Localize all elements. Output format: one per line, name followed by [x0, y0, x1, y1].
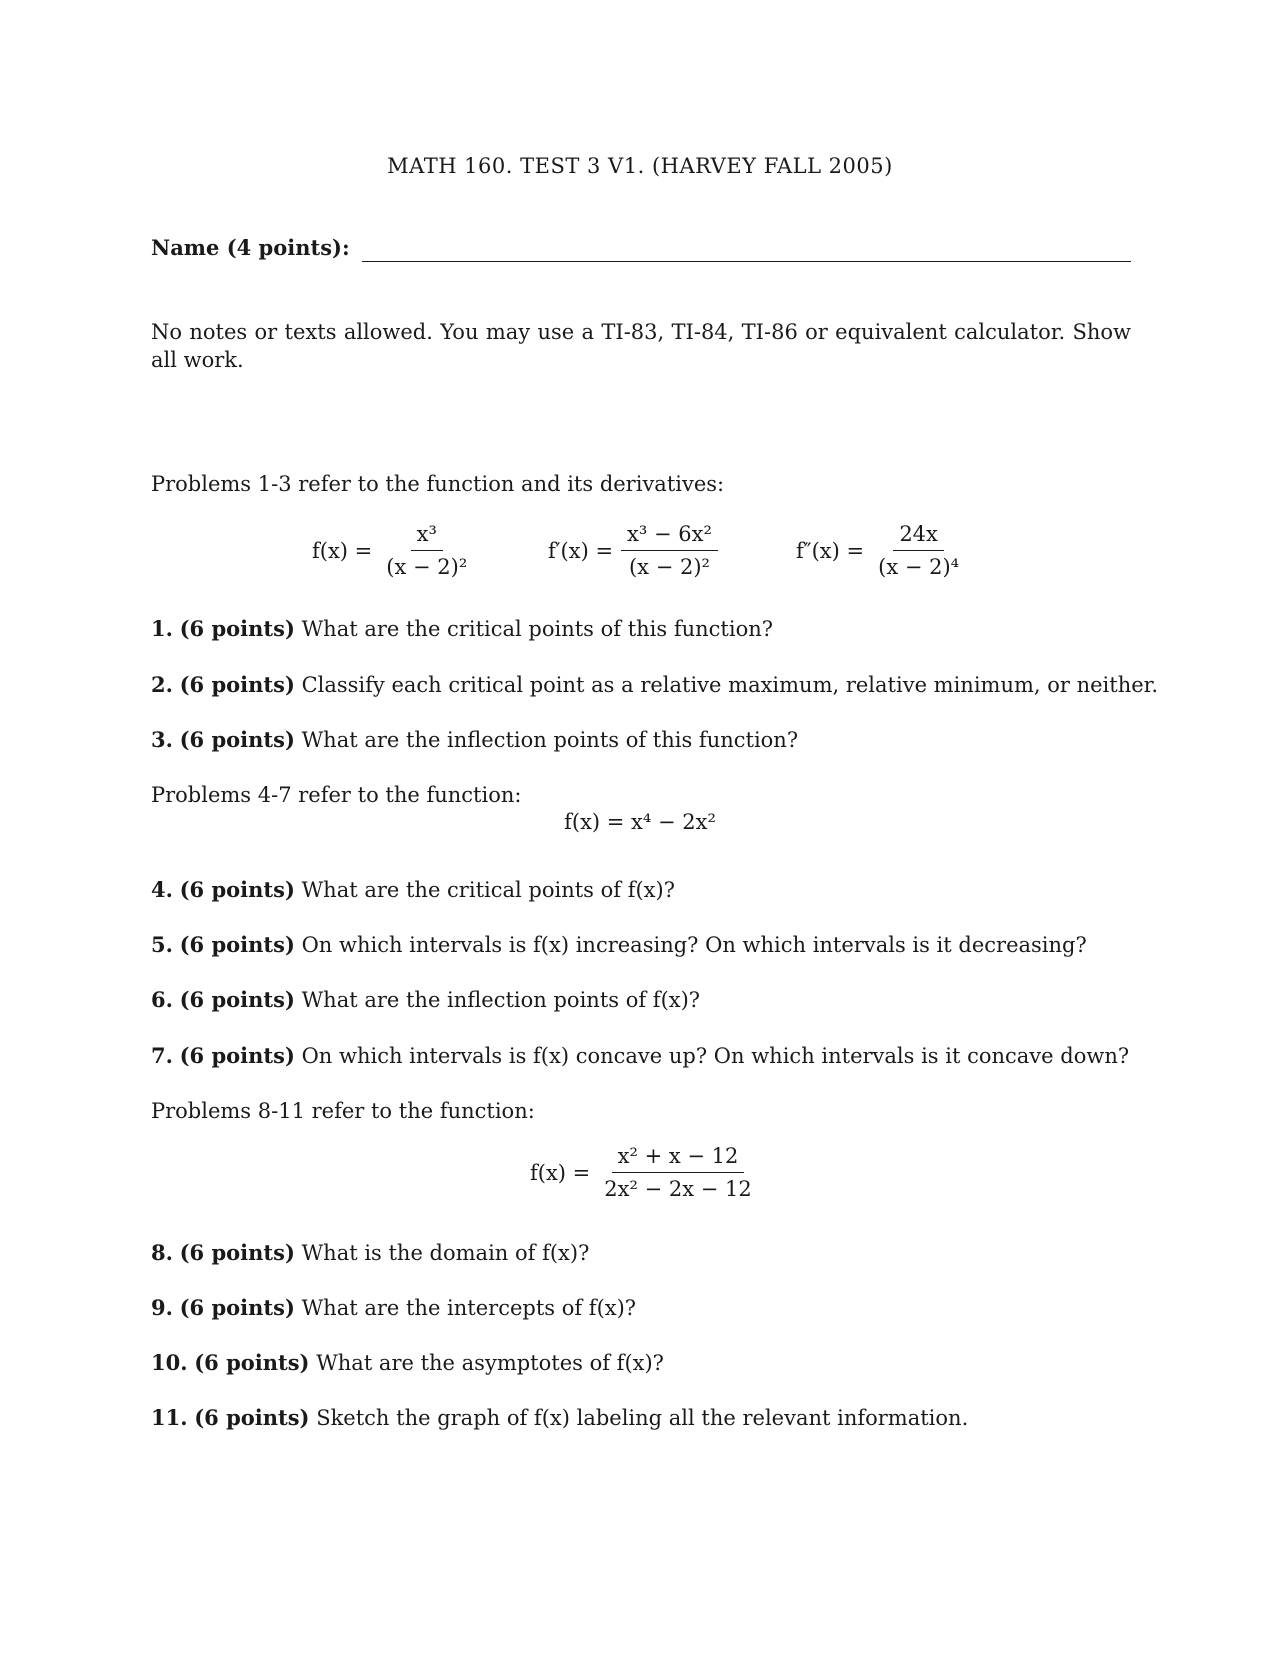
question-4	[151, 876, 675, 904]
formula-f-fraction	[380, 520, 473, 582]
question-points: (6 points)	[179, 1240, 295, 1265]
formula-f-denominator: (x − 2)²	[386, 555, 468, 580]
instructions: No notes or texts allowed. You may use a TI-83, TI-84, TI-86 or equivalent calculator. Show all work.	[151, 320, 1131, 373]
question-text: Sketch the graph of f(x) labeling all the relevant information.	[316, 1406, 969, 1430]
question-5	[151, 931, 1087, 959]
question-number: 2.	[151, 672, 173, 697]
question-number: 8.	[151, 1240, 173, 1265]
question-number: 4.	[151, 877, 173, 902]
section3-intro: Problems 8-11 refer to the function:	[151, 1099, 535, 1123]
question-3	[151, 726, 798, 754]
question-points: (6 points)	[179, 932, 295, 957]
question-number: 9.	[151, 1295, 173, 1320]
section2-intro: Problems 4-7 refer to the function:	[151, 783, 522, 807]
question-points: (6 points)	[179, 987, 295, 1012]
formula-f	[312, 520, 473, 582]
formula-rational-numerator: x² + x − 12	[612, 1142, 745, 1173]
question-text: What are the critical points of this function?	[301, 617, 774, 641]
question-text: On which intervals is f(x) concave up? On which intervals is it concave down?	[301, 1044, 1130, 1068]
formula-f-numerator: x³	[411, 520, 443, 551]
question-points: (6 points)	[179, 1043, 295, 1068]
question-9	[151, 1294, 636, 1322]
question-text: What are the intercepts of f(x)?	[301, 1296, 637, 1320]
question-number: 1.	[151, 616, 173, 641]
question-points: (6 points)	[179, 1295, 295, 1320]
question-number: 11.	[151, 1405, 188, 1430]
formula-fprime	[548, 520, 718, 582]
question-7	[151, 1042, 1129, 1070]
question-11	[151, 1404, 968, 1432]
name-field[interactable]	[151, 234, 1131, 262]
question-text: What are the critical points of f(x)?	[301, 878, 675, 902]
question-points: (6 points)	[179, 616, 295, 641]
name-input-line[interactable]	[362, 241, 1131, 262]
question-text: What is the domain of f(x)?	[301, 1241, 590, 1265]
formula-fdoubleprime	[796, 520, 965, 582]
formula-fdoubleprime-denominator: (x − 2)⁴	[878, 555, 960, 580]
question-text: What are the asymptotes of f(x)?	[316, 1351, 664, 1375]
question-points: (6 points)	[179, 877, 295, 902]
name-label: Name (4 points):	[151, 235, 350, 260]
question-number: 6.	[151, 987, 173, 1012]
question-number: 10.	[151, 1350, 188, 1375]
section1-intro: Problems 1-3 refer to the function and its derivatives:	[151, 472, 725, 496]
question-points: (6 points)	[179, 727, 295, 752]
question-text: What are the inflection points of this function?	[301, 728, 799, 752]
question-text: What are the inflection points of f(x)?	[301, 988, 701, 1012]
formula-rational-denominator: 2x² − 2x − 12	[604, 1177, 752, 1202]
formula-fprime-fraction	[621, 520, 718, 582]
question-text: On which intervals is f(x) increasing? On which intervals is it decreasing?	[301, 933, 1087, 957]
formula-rational-lhs: f(x) =	[530, 1160, 591, 1185]
formula-rational	[530, 1142, 758, 1204]
question-6	[151, 986, 700, 1014]
question-number: 7.	[151, 1043, 173, 1068]
question-number: 5.	[151, 932, 173, 957]
question-number: 3.	[151, 727, 173, 752]
formula-fdoubleprime-fraction	[872, 520, 965, 582]
formula-f-lhs: f(x) =	[312, 538, 373, 563]
question-2	[151, 671, 1158, 699]
question-points: (6 points)	[194, 1405, 310, 1430]
formula-fdoubleprime-numerator: 24x	[893, 520, 944, 551]
formula-fdoubleprime-lhs: f″(x) =	[796, 538, 865, 563]
question-text: Classify each critical point as a relative maximum, relative minimum, or neither.	[301, 673, 1159, 697]
formula-quartic	[0, 808, 1280, 836]
question-1	[151, 615, 773, 643]
formula-quartic-text: f(x) = x⁴ − 2x²	[564, 810, 716, 834]
formula-rational-fraction	[598, 1142, 757, 1204]
formula-fprime-numerator: x³ − 6x²	[621, 520, 718, 551]
page-title: MATH 160. TEST 3 V1. (HARVEY FALL 2005)	[387, 154, 893, 178]
formula-fprime-denominator: (x − 2)²	[628, 555, 710, 580]
question-points: (6 points)	[194, 1350, 310, 1375]
question-10	[151, 1349, 664, 1377]
question-points: (6 points)	[179, 672, 295, 697]
formula-fprime-lhs: f′(x) =	[548, 538, 614, 563]
question-8	[151, 1239, 589, 1267]
